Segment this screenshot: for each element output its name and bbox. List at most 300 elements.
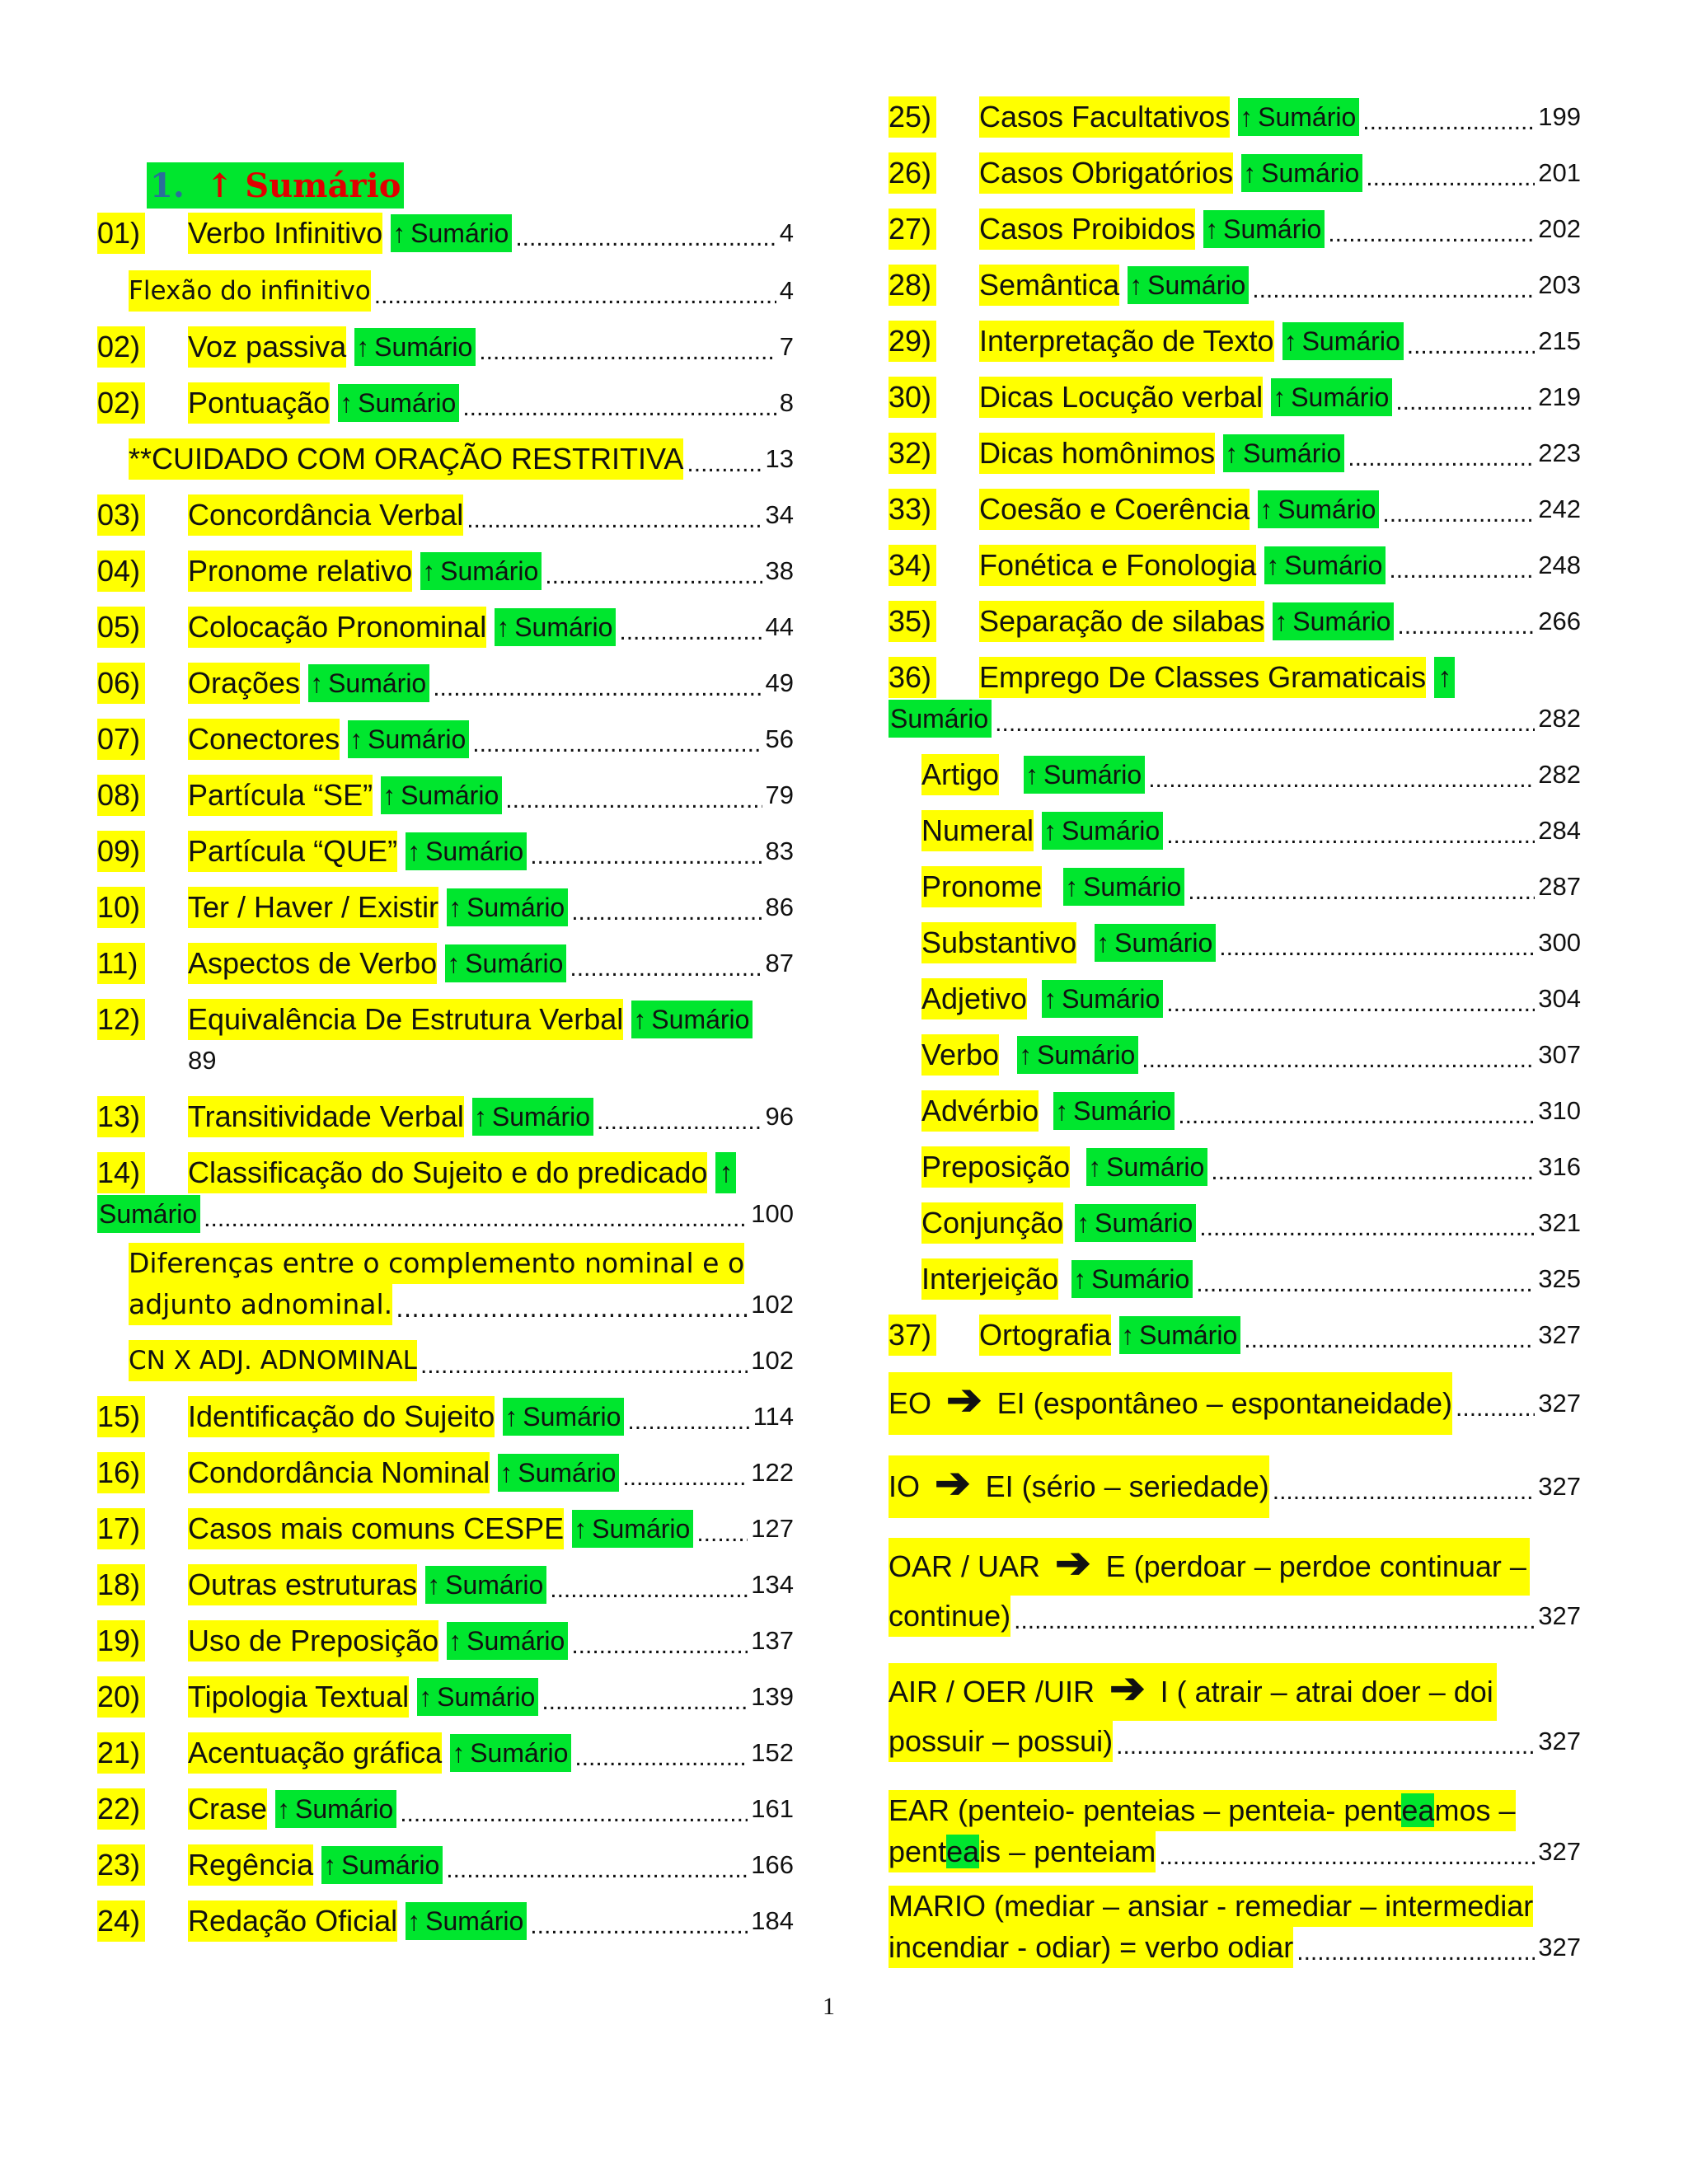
arrow-up-icon: ↑ xyxy=(447,949,461,978)
sumario-label: Sumário xyxy=(518,1458,617,1488)
entry-title: Dicas Locução verbal xyxy=(979,377,1263,418)
sumario-label: Sumário xyxy=(374,332,473,362)
entry-title: Concordância Verbal xyxy=(188,494,463,536)
sumario-link[interactable] xyxy=(1063,868,1184,906)
rule-text-part: EAR (penteio- penteias – penteia- pent xyxy=(889,1793,1402,1827)
entry-title: Conectores xyxy=(188,719,340,760)
entry-title: Pontuação xyxy=(188,382,330,424)
sumario-link[interactable] xyxy=(1203,210,1325,248)
entry-page: 310 xyxy=(1538,1096,1581,1125)
sumario-label: Sumário xyxy=(1261,158,1360,188)
sumario-link[interactable] xyxy=(1264,546,1386,584)
entry-page: 223 xyxy=(1538,438,1581,467)
sumario-link[interactable] xyxy=(1024,756,1145,794)
entry-number: 06) xyxy=(97,663,145,704)
entry-title: Ortografia xyxy=(979,1315,1111,1356)
entry-title: Emprego De Classes Gramaticais xyxy=(979,657,1426,698)
sumario-link[interactable] xyxy=(1282,322,1404,360)
toc-entry[interactable] xyxy=(97,1900,794,1942)
toc-entry[interactable] xyxy=(889,1202,1581,1244)
heading-text: ↑ Sumário xyxy=(205,166,401,205)
entry-title: Transitividade Verbal xyxy=(188,1096,464,1137)
entry-title: Semântica xyxy=(979,265,1119,306)
toc-entry[interactable] xyxy=(889,1663,1581,1762)
entry-title: Separação de silabas xyxy=(979,601,1264,642)
entry-number: 11) xyxy=(97,943,145,984)
entry-number: 30) xyxy=(889,377,936,418)
entry-title: Acentuação gráfica xyxy=(188,1732,442,1774)
entry-title: Classificação do Sujeito e do predicado xyxy=(188,1152,707,1193)
entry-page: 242 xyxy=(1538,494,1581,523)
dot-leader xyxy=(627,1401,749,1442)
arrow-up-icon: ↑ xyxy=(473,1102,487,1132)
entry-page: 284 xyxy=(1538,816,1581,845)
sumario-label: Sumário xyxy=(358,388,457,418)
entry-number: 15) xyxy=(97,1396,145,1437)
dot-leader xyxy=(467,499,762,541)
toc-entry[interactable] xyxy=(97,831,794,872)
dot-leader xyxy=(622,1457,748,1498)
entry-title: Colocação Pronominal xyxy=(188,607,486,648)
entry-title: Flexão do infinitivo xyxy=(129,270,371,312)
rule-text-part: is – penteiam xyxy=(979,1835,1156,1868)
entry-page: 327 xyxy=(1538,1727,1581,1755)
sumario-link[interactable] xyxy=(631,1001,753,1038)
toc-entry[interactable] xyxy=(97,1452,794,1493)
dot-leader xyxy=(1188,871,1535,912)
sumario-label: Sumário xyxy=(341,1850,440,1880)
sumario-link[interactable] xyxy=(1071,1260,1193,1298)
entry-title: Numeral xyxy=(921,810,1034,851)
sumario-link[interactable] xyxy=(425,1566,546,1604)
arrow-up-icon: ↑ xyxy=(1273,382,1287,412)
sumario-link[interactable] xyxy=(445,944,566,982)
arrow-up-icon: ↑ xyxy=(1121,1320,1135,1350)
entry-page: 79 xyxy=(765,780,794,809)
dot-leader xyxy=(1456,1388,1535,1429)
toc-entry[interactable] xyxy=(97,1152,794,1235)
entry-page: 327 xyxy=(1538,1389,1581,1418)
arrow-up-icon: ↑ xyxy=(340,388,354,418)
entry-number: 12) xyxy=(97,999,145,1040)
toc-entry[interactable] xyxy=(889,321,1581,362)
entry-page: 7 xyxy=(779,332,794,361)
entry-title: Coesão e Coerência xyxy=(979,489,1250,530)
arrow-up-icon: ↑ xyxy=(499,1458,513,1488)
toc-entry[interactable] xyxy=(97,1676,794,1718)
sumario-link[interactable] xyxy=(1119,1316,1240,1354)
entry-title: Regência xyxy=(188,1844,313,1886)
entry-title-line2: adjunto adnominal. xyxy=(129,1284,392,1325)
dot-leader xyxy=(530,836,762,877)
entry-title: Substantivo xyxy=(921,922,1076,963)
arrow-up-icon[interactable]: ↑ xyxy=(1434,657,1455,698)
arrow-up-icon: ↑ xyxy=(1096,928,1110,958)
sumario-label: Sumário xyxy=(1223,214,1322,244)
toc-entry[interactable] xyxy=(889,601,1581,642)
entry-page: 282 xyxy=(1538,760,1581,789)
dot-leader xyxy=(550,1569,748,1610)
dot-leader xyxy=(1389,550,1535,591)
rule-text-line2: incendiar - odiar) = verbo odiar xyxy=(889,1927,1293,1968)
toc-entry[interactable] xyxy=(889,978,1581,1019)
entry-number: 07) xyxy=(97,719,145,760)
toc-entry[interactable] xyxy=(889,96,1581,138)
dot-leader xyxy=(1407,326,1536,367)
toc-entry[interactable] xyxy=(97,663,794,704)
dot-leader xyxy=(515,218,776,259)
dot-leader xyxy=(1366,157,1535,199)
entry-title: Identificação do Sujeito xyxy=(188,1396,495,1437)
entry-page: 34 xyxy=(765,500,794,529)
sumario-link[interactable] xyxy=(503,1398,624,1436)
entry-page: 266 xyxy=(1538,607,1581,635)
sumario-link[interactable] xyxy=(1095,924,1216,962)
entry-page: 201 xyxy=(1538,158,1581,187)
sumario-label: Sumário xyxy=(523,1402,621,1432)
arrow-up-icon: ↑ xyxy=(1129,270,1143,300)
sumario-link[interactable] xyxy=(1017,1036,1138,1074)
sumario-link[interactable] xyxy=(1258,490,1379,528)
sumario-link[interactable] xyxy=(447,888,568,926)
arrow-up-icon: ↑ xyxy=(1225,438,1239,468)
toc-entry[interactable] xyxy=(889,657,1581,739)
dot-leader xyxy=(1397,606,1535,647)
dot-leader xyxy=(1014,1601,1535,1642)
toc-entry[interactable] xyxy=(889,1372,1581,1435)
arrow-up-icon: ↑ xyxy=(496,612,510,642)
toc-heading[interactable] xyxy=(147,162,404,209)
toc-entry[interactable] xyxy=(889,1886,1581,1968)
toc-entry[interactable] xyxy=(97,1620,794,1661)
rule-prefix: OAR / UAR xyxy=(889,1549,1041,1583)
entry-number: 08) xyxy=(97,775,145,816)
entry-title: Verbo Infinitivo xyxy=(188,213,382,254)
sumario-link[interactable] xyxy=(406,1902,527,1940)
sumario-link[interactable] xyxy=(348,720,469,758)
sumario-link[interactable] xyxy=(338,384,459,422)
toc-entry[interactable] xyxy=(889,433,1581,474)
dot-leader xyxy=(446,1849,748,1891)
entry-page: 100 xyxy=(751,1199,794,1228)
entry-page: 184 xyxy=(751,1906,794,1935)
toc-entry[interactable] xyxy=(97,1788,794,1830)
toc-entry[interactable] xyxy=(889,1455,1581,1518)
toc-entry[interactable] xyxy=(889,922,1581,963)
dot-leader xyxy=(1219,927,1535,968)
sumario-link[interactable] xyxy=(1273,602,1394,640)
toc-entry[interactable] xyxy=(889,1790,1581,1872)
entry-title: Casos Obrigatórios xyxy=(979,152,1233,194)
sumario-label: Sumário xyxy=(1284,551,1383,580)
sumario-link[interactable] xyxy=(472,1098,593,1136)
sumario-link[interactable] xyxy=(321,1846,443,1884)
toc-entry[interactable] xyxy=(889,1538,1581,1637)
toc-entry[interactable] xyxy=(889,377,1581,418)
entry-number: 36) xyxy=(889,657,936,698)
entry-number: 21) xyxy=(97,1732,145,1774)
toc-entry[interactable] xyxy=(97,887,794,928)
sumario-label: Sumário xyxy=(1091,1264,1190,1294)
arrow-up-icon: ↑ xyxy=(422,556,436,586)
entry-number: 24) xyxy=(97,1900,145,1942)
rule-text-line2 xyxy=(889,1831,1156,1872)
dot-leader xyxy=(1244,1319,1535,1361)
dot-leader xyxy=(396,1289,748,1330)
toc-entry[interactable] xyxy=(889,545,1581,586)
sumario-label: Sumário xyxy=(1043,760,1142,790)
sumario-link[interactable] xyxy=(275,1790,396,1828)
sumario-label: Sumário xyxy=(1243,438,1342,468)
sumario-label: Sumário xyxy=(1278,494,1376,524)
toc-entry[interactable] xyxy=(97,213,794,254)
entry-title: Ter / Haver / Existir xyxy=(188,887,438,928)
arrow-up-icon: ↑ xyxy=(1073,1264,1087,1294)
arrow-up-icon: ↑ xyxy=(1205,214,1219,244)
entry-title: Conjunção xyxy=(921,1202,1063,1244)
entry-page: 86 xyxy=(765,893,794,921)
dot-leader xyxy=(1148,759,1535,800)
entry-title-line1: Diferenças entre o complemento nominal e o xyxy=(129,1243,744,1284)
arrow-up-icon: ↑ xyxy=(1266,551,1280,580)
sumario-link[interactable] xyxy=(1053,1092,1175,1130)
entry-page: 161 xyxy=(751,1794,794,1823)
entry-title: Aspectos de Verbo xyxy=(188,943,437,984)
entry-page: 287 xyxy=(1538,872,1581,901)
sumario-link[interactable] xyxy=(1223,434,1344,472)
sumario-link[interactable] xyxy=(1042,980,1163,1018)
sumario-link[interactable] xyxy=(354,328,476,366)
toc-entry[interactable] xyxy=(889,1146,1581,1188)
arrow-up-icon: ↑ xyxy=(448,893,462,922)
toc-entry[interactable] xyxy=(97,943,794,984)
sumario-link[interactable] xyxy=(1128,266,1249,304)
entry-title: Interjeição xyxy=(921,1258,1058,1300)
entry-title: Verbo xyxy=(921,1034,999,1076)
sumario-label: Sumário xyxy=(295,1794,394,1824)
sumario-link[interactable] xyxy=(1271,378,1392,416)
toc-entry[interactable] xyxy=(97,438,794,480)
toc-entry[interactable] xyxy=(889,866,1581,907)
entry-page: 38 xyxy=(765,556,794,585)
toc-entry[interactable] xyxy=(97,1508,794,1549)
arrow-up-icon: ↑ xyxy=(427,1570,441,1600)
entry-title: Voz passiva xyxy=(188,326,346,368)
toc-entry[interactable] xyxy=(97,1844,794,1886)
entry-page: 139 xyxy=(751,1682,794,1711)
sumario-label: Sumário xyxy=(1083,872,1182,902)
dot-leader xyxy=(545,555,762,597)
sumario-label: Sumário xyxy=(470,1738,569,1768)
toc-entry[interactable] xyxy=(97,1732,794,1774)
sumario-link[interactable] xyxy=(1238,98,1359,136)
sumario-label: Sumário xyxy=(328,668,427,698)
sumario-link[interactable] xyxy=(420,552,542,590)
sumario-label: Sumário xyxy=(1301,326,1400,356)
arrow-up-icon: ↑ xyxy=(407,1906,421,1936)
toc-entry[interactable] xyxy=(889,209,1581,250)
arrow-up-icon: ↑ xyxy=(448,1626,462,1656)
dot-leader xyxy=(571,1625,748,1666)
entry-title: **CUIDADO COM ORAÇÃO RESTRITIVA xyxy=(129,438,683,480)
sumario-link[interactable] xyxy=(495,608,616,646)
toc-entry[interactable] xyxy=(889,265,1581,306)
entry-page: 307 xyxy=(1538,1040,1581,1069)
entry-page: 199 xyxy=(1538,102,1581,131)
entry-title: Fonética e Fonologia xyxy=(979,545,1256,586)
entry-number: 29) xyxy=(889,321,936,362)
sumario-link[interactable] xyxy=(1241,154,1362,192)
toc-entry[interactable] xyxy=(97,607,794,648)
entry-number: 09) xyxy=(97,831,145,872)
toc-entry[interactable] xyxy=(889,489,1581,530)
sumario-label: Sumário xyxy=(1139,1320,1238,1350)
entry-page: 56 xyxy=(765,724,794,753)
entry-page: 8 xyxy=(779,388,794,417)
entry-page: 300 xyxy=(1538,928,1581,957)
sumario-label: Sumário xyxy=(1062,816,1160,846)
toc-entry[interactable] xyxy=(97,999,794,1081)
toc-entry[interactable] xyxy=(97,270,794,312)
rule-box xyxy=(889,1372,1452,1435)
sumario-link[interactable] xyxy=(572,1510,693,1548)
dot-leader xyxy=(1178,1095,1535,1137)
arrow-up-icon: ↑ xyxy=(574,1514,588,1544)
sumario-link[interactable]: Sumário xyxy=(889,700,992,738)
toc-entry[interactable] xyxy=(97,1340,794,1381)
sumario-label: Sumário xyxy=(467,893,565,922)
sumario-link[interactable] xyxy=(1086,1148,1207,1186)
entry-title: Outras estruturas xyxy=(188,1564,417,1605)
arrow-up-icon: ↑ xyxy=(392,218,406,248)
arrow-up-icon: ↑ xyxy=(452,1738,466,1768)
sumario-label: Sumário xyxy=(1258,102,1357,132)
toc-entry[interactable] xyxy=(97,494,794,536)
sumario-label: Sumário xyxy=(368,724,467,754)
entry-number: 37) xyxy=(889,1315,936,1356)
toc-entry[interactable] xyxy=(889,810,1581,851)
toc-entry[interactable] xyxy=(97,1243,794,1325)
arrow-up-icon: ↑ xyxy=(1274,607,1288,636)
toc-entry[interactable] xyxy=(889,754,1581,795)
arrow-up-icon: ↑ xyxy=(382,780,396,810)
entry-number: 02) xyxy=(97,382,145,424)
sumario-label: Sumário xyxy=(440,556,539,586)
sumario-link[interactable] xyxy=(381,776,502,814)
dot-leader xyxy=(374,275,776,316)
rule-text-line1 xyxy=(889,1790,1516,1831)
entry-title: Casos mais comuns CESPE xyxy=(188,1508,564,1549)
entry-title: Partícula “QUE” xyxy=(188,831,397,872)
sumario-link[interactable] xyxy=(1075,1204,1196,1242)
sumario-link[interactable] xyxy=(498,1454,619,1492)
dot-leader xyxy=(530,1905,748,1947)
dot-leader xyxy=(574,1737,748,1779)
sumario-label: Sumário xyxy=(467,1626,565,1656)
dot-leader xyxy=(1252,269,1535,311)
arrow-up-icon: ↑ xyxy=(356,332,370,362)
entry-title: CN X ADJ. ADNOMINAL xyxy=(129,1340,417,1381)
arrow-up-icon[interactable]: ↑ xyxy=(715,1152,736,1193)
entry-title: Tipologia Textual xyxy=(188,1676,409,1718)
sumario-link[interactable] xyxy=(308,664,429,702)
toc-entry[interactable] xyxy=(97,382,794,424)
sumario-link[interactable] xyxy=(391,214,512,252)
rule-text-line2: continue) xyxy=(889,1596,1010,1637)
rule-text-line1: MARIO (mediar – ansiar - remediar – intermediar xyxy=(889,1886,1533,1927)
dot-leader xyxy=(1196,1263,1535,1305)
arrow-up-icon: ↑ xyxy=(407,837,421,866)
rule-highlight: ea xyxy=(946,1835,980,1868)
entry-page: 134 xyxy=(751,1570,794,1599)
sumario-label: Sumário xyxy=(1073,1096,1172,1126)
toc-entry[interactable] xyxy=(889,1258,1581,1300)
dot-leader xyxy=(1296,1932,1535,1973)
rule-text: I ( atrair – atrai doer – doi xyxy=(1160,1675,1493,1708)
sumario-label: Sumário xyxy=(514,612,613,642)
entry-title: Interpretação de Texto xyxy=(979,321,1274,362)
toc-entry[interactable] xyxy=(889,1315,1581,1356)
sumario-link[interactable] xyxy=(406,832,527,870)
entry-title: Equivalência De Estrutura Verbal xyxy=(188,999,623,1040)
rule-prefix: IO xyxy=(889,1469,921,1503)
entry-page: 152 xyxy=(751,1738,794,1767)
entry-number: 26) xyxy=(889,152,936,194)
dot-leader xyxy=(1159,1836,1535,1877)
entry-number: 28) xyxy=(889,265,936,306)
dot-leader xyxy=(462,387,776,429)
dot-leader xyxy=(571,892,762,933)
toc-entry[interactable] xyxy=(889,1090,1581,1132)
entry-page: 89 xyxy=(188,1046,217,1075)
toc-entry[interactable] xyxy=(97,719,794,760)
entry-number: 35) xyxy=(889,601,936,642)
sumario-link[interactable] xyxy=(417,1678,538,1716)
toc-entry[interactable] xyxy=(97,1096,794,1137)
entry-number: 03) xyxy=(97,494,145,536)
entry-title: Partícula “SE” xyxy=(188,775,373,816)
entry-title: Casos Facultativos xyxy=(979,96,1230,138)
sumario-link[interactable] xyxy=(450,1734,571,1772)
dot-leader xyxy=(1348,438,1535,479)
entry-title: Artigo xyxy=(921,754,999,795)
sumario-link[interactable] xyxy=(447,1622,568,1660)
entry-page: 49 xyxy=(765,668,794,697)
sumario-label: Sumário xyxy=(1292,607,1391,636)
entry-number: 23) xyxy=(97,1844,145,1886)
dot-leader xyxy=(597,1101,762,1142)
arrow-up-icon: ↑ xyxy=(1025,760,1039,790)
arrow-up-icon: ↑ xyxy=(310,668,324,698)
toc-entry[interactable] xyxy=(889,152,1581,194)
entry-title: Pronome xyxy=(921,866,1042,907)
sumario-label: Sumário xyxy=(1147,270,1246,300)
sumario-link[interactable]: Sumário xyxy=(97,1195,200,1233)
toc-entry[interactable] xyxy=(97,1564,794,1605)
toc-entry[interactable] xyxy=(97,775,794,816)
sumario-label: Sumário xyxy=(651,1005,750,1034)
arrow-up-icon: ↑ xyxy=(349,724,363,754)
toc-entry[interactable] xyxy=(97,551,794,592)
arrow-up-icon: ↑ xyxy=(277,1794,291,1824)
toc-entry[interactable] xyxy=(889,1034,1581,1076)
toc-entry[interactable] xyxy=(97,326,794,368)
toc-entry[interactable] xyxy=(97,1396,794,1437)
sumario-link[interactable] xyxy=(1042,812,1163,850)
entry-page: 248 xyxy=(1538,551,1581,579)
entry-number: 14) xyxy=(97,1152,145,1193)
entry-number: 04) xyxy=(97,551,145,592)
